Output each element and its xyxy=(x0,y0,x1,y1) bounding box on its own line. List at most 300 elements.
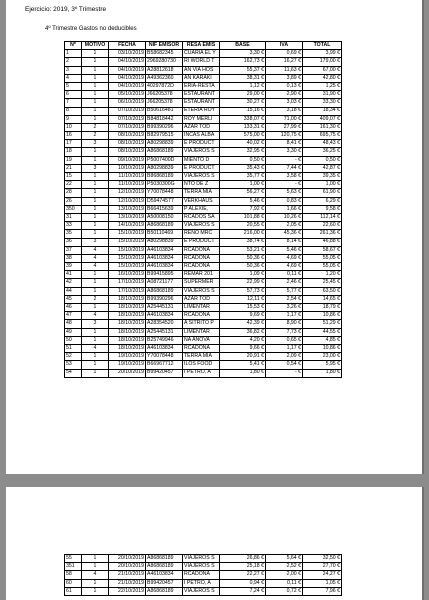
cell-iva: 16,27 € xyxy=(266,58,303,66)
cell-empresa-emisora: TERRA MIA xyxy=(183,353,220,361)
cell-fecha: 18/10/2019 xyxy=(109,328,146,336)
cell-empresa-emisora: ETERÍA ROY xyxy=(183,107,220,115)
table-row xyxy=(65,222,342,230)
cell-total: 4,85 € xyxy=(303,336,342,344)
column-header-motivo: MOTIVO xyxy=(82,42,109,50)
cell-iva: 2,00 € xyxy=(266,571,303,579)
cell-motivo: 4 xyxy=(82,254,109,262)
cell-empresa-emisora: ILOS FOOD xyxy=(183,361,220,369)
table-row xyxy=(65,213,342,221)
table-row xyxy=(65,587,342,595)
cell-fecha: 19/10/2019 xyxy=(109,353,146,361)
cell-base: 53,21 € xyxy=(220,246,266,254)
cell-nif-emisor: A86868189 xyxy=(146,148,183,156)
cell-nif-emisor: A46103834 xyxy=(146,312,183,320)
cell-total: 63,50 € xyxy=(303,287,342,295)
cell-motivo: 1 xyxy=(82,197,109,205)
cell-nif-emisor: A25445131 xyxy=(146,304,183,312)
cell-base: 3,30 € xyxy=(220,50,266,58)
cell-number: 5 xyxy=(65,82,82,90)
cell-motivo: 3 xyxy=(82,140,109,148)
cell-nif-emisor: A25445131 xyxy=(146,328,183,336)
cell-empresa-emisora: AN VIA HOS xyxy=(183,66,220,74)
cell-motivo: 1 xyxy=(82,189,109,197)
cell-total: 409,07 € xyxy=(303,115,342,123)
cell-fecha: 18/10/2019 xyxy=(109,295,146,303)
table-row xyxy=(65,579,342,587)
cell-base: 38,31 € xyxy=(220,74,266,82)
cell-iva: 2,52 € xyxy=(266,563,303,571)
cell-number: 39 xyxy=(65,263,82,271)
cell-iva: 0,54 € xyxy=(266,361,303,369)
table-row xyxy=(65,254,342,262)
cell-empresa-emisora: RCADONA xyxy=(183,571,220,579)
cell-empresa-emisora: ERIA-RESTA xyxy=(183,82,220,90)
cell-base: 15,53 € xyxy=(220,304,266,312)
cell-nif-emisor: A86868189 xyxy=(146,222,183,230)
cell-iva: 2,05 € xyxy=(266,222,303,230)
cell-iva: 3,58 € xyxy=(266,173,303,181)
cell-motivo: 4 xyxy=(82,263,109,271)
cell-total: 1,00 € xyxy=(303,181,342,189)
cell-number: 3 xyxy=(65,66,82,74)
cell-nif-emisor: B84818442 xyxy=(146,115,183,123)
cell-iva: 0,69 € xyxy=(266,50,303,58)
cell-total: 51,29 € xyxy=(303,320,342,328)
expenses-table-continued xyxy=(64,554,342,596)
cell-empresa-emisora: VIAJEROS S xyxy=(183,287,220,295)
cell-fecha: 11/10/2019 xyxy=(109,173,146,181)
table-row xyxy=(65,295,342,303)
cell-nif-emisor: A46103834 xyxy=(146,571,183,579)
table-row xyxy=(65,148,342,156)
table-row xyxy=(65,99,342,107)
cell-base: 32,95 € xyxy=(220,148,266,156)
cell-nif-emisor: A86868189 xyxy=(146,587,183,595)
cell-number: 351 xyxy=(65,563,82,571)
cell-empresa-emisora: I PETRO, A xyxy=(183,369,220,377)
cell-base: 40,02 € xyxy=(220,140,266,148)
table-row xyxy=(65,82,342,90)
cell-base: 575,00 € xyxy=(220,132,266,140)
cell-nif-emisor: P5030300G xyxy=(146,181,183,189)
cell-motivo: 1 xyxy=(82,587,109,595)
cell-motivo: 1 xyxy=(82,213,109,221)
cell-motivo: 1 xyxy=(82,58,109,66)
table-row xyxy=(65,123,342,131)
table-row xyxy=(65,140,342,148)
cell-number: 15 xyxy=(65,173,82,181)
cell-base: 5,41 € xyxy=(220,361,266,369)
page-edge-shadow xyxy=(422,487,424,600)
cell-fecha: 10/10/2019 xyxy=(109,164,146,172)
cell-number: 42 xyxy=(65,279,82,287)
cell-nif-emisor: B50110469 xyxy=(146,230,183,238)
cell-motivo: 1 xyxy=(82,156,109,164)
cell-base: 5,46 € xyxy=(220,197,266,205)
cell-iva: 8,41 € xyxy=(266,140,303,148)
cell-empresa-emisora: RCADONA xyxy=(183,246,220,254)
cell-number: 38 xyxy=(65,254,82,262)
cell-empresa-emisora: REMAR 201 xyxy=(183,271,220,279)
cell-motivo: 1 xyxy=(82,271,109,279)
cell-nif-emisor: A46103834 xyxy=(146,263,183,271)
cell-empresa-emisora: VIAJEROS S xyxy=(183,587,220,595)
cell-base: 7,24 € xyxy=(220,587,266,595)
cell-nif-emisor: Y70078448 xyxy=(146,189,183,197)
cell-nif-emisor: B82979515 xyxy=(146,132,183,140)
table-row xyxy=(65,353,342,361)
cell-motivo: 1 xyxy=(82,353,109,361)
cell-fecha: 15/10/2019 xyxy=(109,246,146,254)
cell-total: 48,43 € xyxy=(303,140,342,148)
table-row xyxy=(65,91,342,99)
cell-total: 1,80 € xyxy=(303,369,342,377)
cell-fecha: 04/10/2019 xyxy=(109,82,146,90)
cell-motivo: 1 xyxy=(82,148,109,156)
cell-iva: 8,14 € xyxy=(266,238,303,246)
cell-nif-emisor: B99420457 xyxy=(146,369,183,377)
table-row xyxy=(65,271,342,279)
cell-motivo: 1 xyxy=(82,173,109,181)
cell-base: 0,94 € xyxy=(220,579,266,587)
cell-empresa-emisora: RCADONA xyxy=(183,344,220,352)
cell-total: 31,90 € xyxy=(303,91,342,99)
cell-number: 61 xyxy=(65,587,82,595)
cell-nif-emisor: B99390296 xyxy=(146,295,183,303)
cell-number: 52 xyxy=(65,353,82,361)
cell-base: 1,80 € xyxy=(220,369,266,377)
cell-number: 60 xyxy=(65,579,82,587)
cell-motivo: 1 xyxy=(82,107,109,115)
cell-iva: 1,17 € xyxy=(266,344,303,352)
cell-total: 22,60 € xyxy=(303,222,342,230)
cell-total: 14,65 € xyxy=(303,295,342,303)
cell-fecha: 15/10/2019 xyxy=(109,230,146,238)
column-header-total: TOTAL xyxy=(303,42,342,50)
cell-nif-emisor: B25749946 xyxy=(146,336,183,344)
cell-total: 6,29 € xyxy=(303,197,342,205)
cell-fecha: 12/10/2019 xyxy=(109,189,146,197)
cell-empresa-emisora: AN KARAKI xyxy=(183,74,220,82)
cell-iva: 4,69 € xyxy=(266,254,303,262)
cell-iva: 3,18 € xyxy=(266,107,303,115)
cell-motivo: 1 xyxy=(82,230,109,238)
table-row xyxy=(65,164,342,172)
cell-total: 10,86 € xyxy=(303,344,342,352)
cell-motivo: 1 xyxy=(82,222,109,230)
cell-nif-emisor: J66205378 xyxy=(146,91,183,99)
table-row xyxy=(65,555,342,563)
cell-nif-emisor: B58682345 xyxy=(146,50,183,58)
table-row xyxy=(65,156,342,164)
cell-iva: 1,66 € xyxy=(266,205,303,213)
cell-iva: 0,83 € xyxy=(266,197,303,205)
cell-total: 58,67 € xyxy=(303,246,342,254)
cell-iva: 2,09 € xyxy=(266,353,303,361)
cell-empresa-emisora: A SITRITO P xyxy=(183,320,220,328)
cell-nif-emisor: A80298839 xyxy=(146,238,183,246)
cell-fecha: 05/10/2019 xyxy=(109,91,146,99)
cell-number: 33 xyxy=(65,222,82,230)
cell-empresa-emisora: LIMENTAR xyxy=(183,304,220,312)
cell-fecha: 13/10/2019 xyxy=(109,213,146,221)
cell-total: 1,05 € xyxy=(303,579,342,587)
table-row xyxy=(65,328,342,336)
cell-empresa-emisora: RENO MRC xyxy=(183,230,220,238)
cell-motivo: 1 xyxy=(82,563,109,571)
cell-base: 15,16 € xyxy=(220,107,266,115)
cell-total: 1,20 € xyxy=(303,271,342,279)
cell-fecha: 07/10/2019 xyxy=(109,115,146,123)
cell-iva: 7,44 € xyxy=(266,164,303,172)
cell-base: 7,92 € xyxy=(220,205,266,213)
cell-number: 10 xyxy=(65,123,82,131)
cell-motivo: 1 xyxy=(82,279,109,287)
cell-iva: 4,69 € xyxy=(266,263,303,271)
column-header-base: BASE xyxy=(220,42,266,50)
cell-number: 35 xyxy=(65,230,82,238)
cell-motivo: 1 xyxy=(82,82,109,90)
cell-fecha: 07/10/2019 xyxy=(109,107,146,115)
cell-motivo: 1 xyxy=(82,304,109,312)
cell-fecha: 21/10/2019 xyxy=(109,579,146,587)
cell-base: 20,91 € xyxy=(220,353,266,361)
table-row xyxy=(65,74,342,82)
cell-motivo: 1 xyxy=(82,555,109,563)
cell-number: 19 xyxy=(65,156,82,164)
table-row xyxy=(65,304,342,312)
cell-base: 36,82 € xyxy=(220,328,266,336)
cell-empresa-emisora: RCADONA xyxy=(183,312,220,320)
cell-base: 0,50 € xyxy=(220,156,266,164)
cell-motivo: 1 xyxy=(82,91,109,99)
cell-number: 9 xyxy=(65,115,82,123)
cell-iva: 2,90 € xyxy=(266,91,303,99)
column-header-fecha: FECHA xyxy=(109,42,146,50)
cell-fecha: 20/10/2019 xyxy=(109,555,146,563)
cell-total: 42,80 € xyxy=(303,74,342,82)
cell-number: 8 xyxy=(65,107,82,115)
cell-iva: - € xyxy=(266,181,303,189)
cell-nif-emisor: B50616481 xyxy=(146,107,183,115)
cell-nif-emisor: B99420457 xyxy=(146,579,183,587)
cell-empresa-emisora: P ALEXIE, xyxy=(183,205,220,213)
table-row xyxy=(65,50,342,58)
cell-total: 55,05 € xyxy=(303,254,342,262)
cell-total: 18,34 € xyxy=(303,107,342,115)
cell-nif-emisor: A28812618 xyxy=(146,66,183,74)
cell-number: 44 xyxy=(65,287,82,295)
cell-nif-emisor: A86868189 xyxy=(146,555,183,563)
cell-total: 112,14 € xyxy=(303,213,342,221)
cell-nif-emisor: B66415639 xyxy=(146,205,183,213)
cell-number: 350 xyxy=(65,205,82,213)
table-row xyxy=(65,263,342,271)
cell-empresa-emisora: LIMENTAR xyxy=(183,328,220,336)
table-row xyxy=(65,132,342,140)
cell-total: 23,00 € xyxy=(303,353,342,361)
cell-base: 1,00 € xyxy=(220,181,266,189)
cell-base: 133,31 € xyxy=(220,123,266,131)
table-body xyxy=(65,50,342,378)
cell-fecha: 18/10/2019 xyxy=(109,304,146,312)
table-row xyxy=(65,115,342,123)
cell-iva: 11,63 € xyxy=(266,66,303,74)
cell-total: 695,75 € xyxy=(303,132,342,140)
cell-base: 101,88 € xyxy=(220,213,266,221)
cell-nif-emisor: B86868189 xyxy=(146,173,183,181)
cell-nif-emisor: A08721177 xyxy=(146,279,183,287)
cell-total: 42,87 € xyxy=(303,164,342,172)
table-row xyxy=(65,571,342,579)
cell-fecha: 20/10/2019 xyxy=(109,369,146,377)
cell-fecha: 03/10/2019 xyxy=(109,50,146,58)
cell-empresa-emisora: NA ANOVA xyxy=(183,336,220,344)
table-header-row xyxy=(65,42,342,50)
cell-motivo: 1 xyxy=(82,328,109,336)
cell-total: 25,45 € xyxy=(303,279,342,287)
cell-motivo: 1 xyxy=(82,369,109,377)
cell-total: 161,30 € xyxy=(303,123,342,131)
cell-base: 216,00 € xyxy=(220,230,266,238)
cell-fecha: 16/10/2019 xyxy=(109,271,146,279)
cell-total: 24,27 € xyxy=(303,571,342,579)
table-row xyxy=(65,66,342,74)
cell-total: 1,25 € xyxy=(303,82,342,90)
cell-nif-emisor: A28354520 xyxy=(146,320,183,328)
cell-fecha: 18/10/2019 xyxy=(109,312,146,320)
cell-iva: 10,26 € xyxy=(266,213,303,221)
table-row xyxy=(65,58,342,66)
cell-motivo: 1 xyxy=(82,74,109,82)
cell-nif-emisor: 40297872D xyxy=(146,82,183,90)
cell-number: 4 xyxy=(65,74,82,82)
table-row xyxy=(65,336,342,344)
cell-total: 33,30 € xyxy=(303,99,342,107)
cell-iva: 7,73 € xyxy=(266,328,303,336)
cell-fecha: 18/10/2019 xyxy=(109,344,146,352)
cell-empresa-emisora: ESTAURANT xyxy=(183,99,220,107)
cell-fecha: 08/10/2019 xyxy=(109,132,146,140)
cell-number: 48 xyxy=(65,320,82,328)
cell-number: 41 xyxy=(65,271,82,279)
cell-number: 37 xyxy=(65,246,82,254)
cell-base: 1,09 € xyxy=(220,271,266,279)
cell-number: 2 xyxy=(65,58,82,66)
cell-total: 7,96 € xyxy=(303,587,342,595)
cell-motivo: 2 xyxy=(82,123,109,131)
cell-iva: - € xyxy=(266,156,303,164)
cell-base: 35,77 € xyxy=(220,173,266,181)
cell-fecha: 08/10/2019 xyxy=(109,148,146,156)
cell-motivo: 1 xyxy=(82,361,109,369)
cell-number: 36 xyxy=(65,238,82,246)
column-header-iva: IVA xyxy=(266,42,303,50)
cell-iva: 0,65 € xyxy=(266,336,303,344)
cell-total: 39,35 € xyxy=(303,173,342,181)
cell-number: 51 xyxy=(65,344,82,352)
cell-total: 18,79 € xyxy=(303,304,342,312)
cell-fecha: 11/10/2019 xyxy=(109,181,146,189)
cell-motivo: 2 xyxy=(82,132,109,140)
cell-number: 22 xyxy=(65,181,82,189)
cell-fecha: 08/10/2019 xyxy=(109,140,146,148)
cell-iva: 5,77 € xyxy=(266,287,303,295)
cell-iva: 5,64 € xyxy=(266,555,303,563)
column-header-empresa-emisora: RESA EMIS xyxy=(183,42,220,50)
cell-iva: 45,36 € xyxy=(266,230,303,238)
cell-total: 261,36 € xyxy=(303,230,342,238)
cell-number: 53 xyxy=(65,361,82,369)
table-row xyxy=(65,279,342,287)
table-row xyxy=(65,320,342,328)
cell-base: 29,00 € xyxy=(220,91,266,99)
cell-iva: - € xyxy=(266,369,303,377)
cell-iva: 5,63 € xyxy=(266,189,303,197)
cell-total: 32,50 € xyxy=(303,555,342,563)
table-row xyxy=(65,189,342,197)
cell-number: 47 xyxy=(65,312,82,320)
cell-empresa-emisora: I PETRO, A xyxy=(183,579,220,587)
cell-iva: 0,11 € xyxy=(266,579,303,587)
cell-motivo: 1 xyxy=(82,336,109,344)
cell-number: 6 xyxy=(65,91,82,99)
cell-base: 4,20 € xyxy=(220,336,266,344)
table-row xyxy=(65,181,342,189)
cell-iva: 8,90 € xyxy=(266,320,303,328)
cell-fecha: 04/10/2019 xyxy=(109,66,146,74)
cell-total: 44,55 € xyxy=(303,328,342,336)
cell-fecha: 13/10/2019 xyxy=(109,205,146,213)
cell-base: 1,12 € xyxy=(220,82,266,90)
cell-empresa-emisora: VIAJEROS S xyxy=(183,148,220,156)
table-body xyxy=(65,555,342,596)
cell-total: 3,99 € xyxy=(303,50,342,58)
table-row xyxy=(65,361,342,369)
table-row xyxy=(65,230,342,238)
cell-base: 9,66 € xyxy=(220,344,266,352)
cell-fecha: 12/10/2019 xyxy=(109,197,146,205)
cell-motivo: 1 xyxy=(82,181,109,189)
cell-iva: 5,46 € xyxy=(266,246,303,254)
cell-fecha: 21/10/2019 xyxy=(109,571,146,579)
cell-base: 30,27 € xyxy=(220,99,266,107)
table-row xyxy=(65,563,342,571)
cell-motivo: 1 xyxy=(82,50,109,58)
cell-number: 26 xyxy=(65,197,82,205)
cell-base: 38,74 € xyxy=(220,238,266,246)
cell-total: 46,88 € xyxy=(303,238,342,246)
cell-nif-emisor: B99415895 xyxy=(146,271,183,279)
cell-number: 21 xyxy=(65,164,82,172)
cell-empresa-emisora: E PRODUCT xyxy=(183,238,220,246)
cell-nif-emisor: Y70078448 xyxy=(146,353,183,361)
cell-empresa-emisora: E PRODUCT xyxy=(183,140,220,148)
cell-motivo: 1 xyxy=(82,287,109,295)
cell-iva: 1,17 € xyxy=(266,312,303,320)
cell-total: 27,70 € xyxy=(303,563,342,571)
table-row xyxy=(65,173,342,181)
cell-empresa-emisora: RCADONA xyxy=(183,263,220,271)
cell-fecha: 20/10/2019 xyxy=(109,563,146,571)
cell-base: 26,86 € xyxy=(220,555,266,563)
cell-total: 67,00 € xyxy=(303,66,342,74)
cell-nif-emisor: A46103834 xyxy=(146,254,183,262)
cell-nif-emisor: A49362360 xyxy=(146,74,183,82)
table-row xyxy=(65,369,342,377)
cell-base: 50,36 € xyxy=(220,254,266,262)
